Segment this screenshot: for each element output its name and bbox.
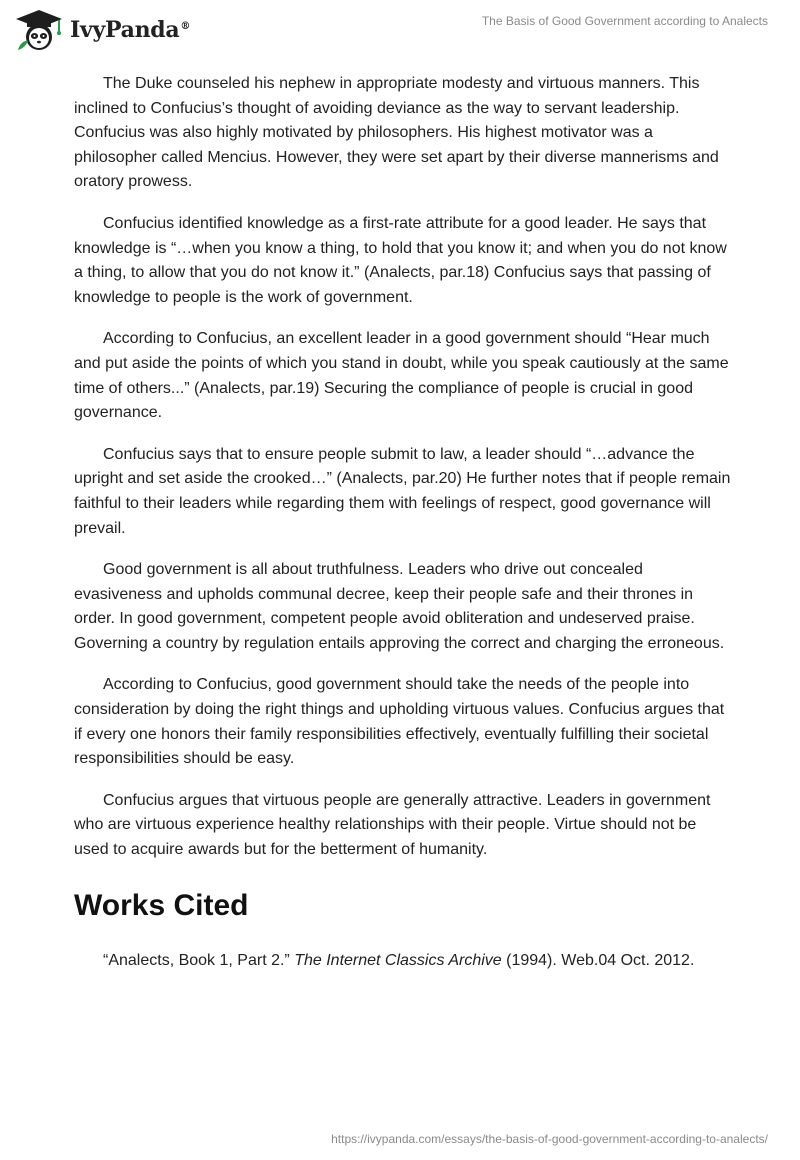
paragraph: According to Confucius, good government should take the needs of the people into consideration by doing the right things and upholding virtuous values. Confucius argues that if every one honors their family responsibilities effectively, eventually fulfilling their societal responsibilities should be easy. [74, 676, 725, 768]
source-url[interactable]: https://ivypanda.com/essays/the-basis-of-good-government-according-to-analects/ [331, 1132, 768, 1146]
source-title: The Internet Classics Archive [294, 951, 502, 969]
paragraph: Confucius identified knowledge as a first-rate attribute for a good leader. He says that knowledge is “…when you know a thing, to hold that you know it; and when you do not know a thing, to allow that you do not know it.” (Analects, par.18) Confucius says that passing of knowledge to people is the work of government. [74, 214, 727, 306]
paragraph: Confucius argues that virtuous people are generally attractive. Leaders in government who are virtuous experience healthy relationships with their people. Virtue should not be used to acquire awards but for the betterment of humanity. [74, 791, 711, 859]
paragraph: According to Confucius, an excellent leader in a good government should “Hear much and put aside the points of which you stand in doubt, while you speak cautiously at the same time of others...” (Analects, par.19) Securing the compliance of people is crucial in good governance. [74, 330, 729, 422]
paragraph: Confucius says that to ensure people submit to law, a leader should “…advance the upright and set aside the crooked…” (Analects, par.20) He further notes that if people remain faithful to their leaders while regarding them with feelings of respect, good governance will prevail. [74, 445, 731, 537]
ivypanda-logo[interactable] [14, 8, 190, 52]
panda-graduate-icon [14, 8, 64, 52]
brand-name: IvyPanda® [70, 17, 191, 43]
essay-body [74, 72, 734, 973]
page-header [0, 0, 800, 60]
document-title: The Basis of Good Government according to Analects [481, 14, 768, 28]
paragraph: The Duke counseled his nephew in appropriate modesty and virtuous manners. This inclined to Confucius’s thought of avoiding deviance as the way to servant leadership. Confucius was also highly motivated by philosophers. His highest motivator was a philosopher called Mencius. However, they were set apart by their diverse mannerisms and oratory prowess. [74, 75, 719, 191]
works-cited-entry: “Analects, Book 1, Part 2.” The Internet Classics Archive (1994). Web.04 Oct. 2012. [103, 951, 695, 969]
works-cited-heading: Works Cited [74, 888, 249, 922]
paragraph: Good government is all about truthfulness. Leaders who drive out concealed evasiveness and upholds communal decree, keep their people safe and their thrones in order. In good government, competent people avoid obliteration and undeserved praise. Governing a country by regulation entails approving the correct and charging the erroneous. [74, 561, 725, 652]
